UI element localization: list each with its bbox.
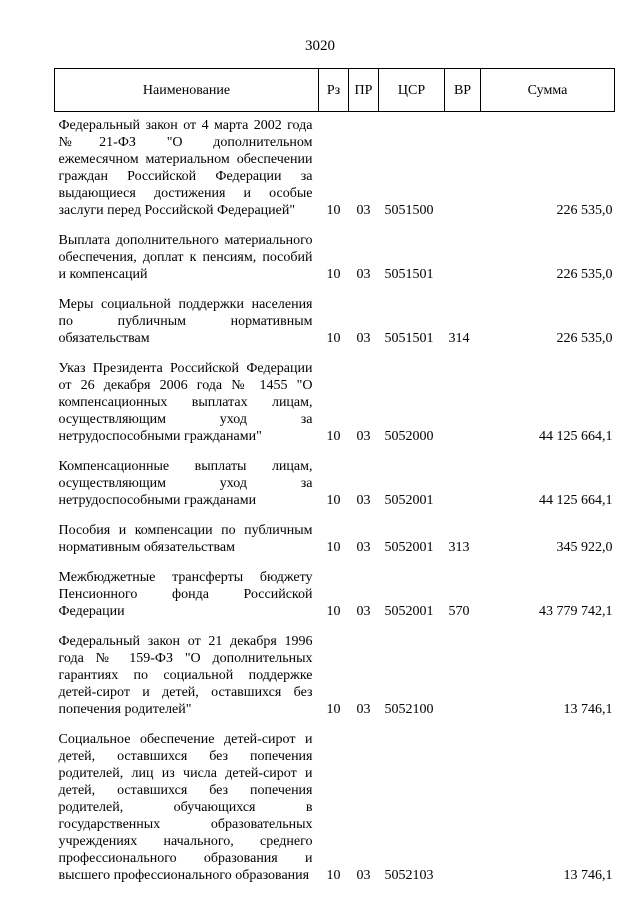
row-pr: 03 bbox=[356, 493, 371, 508]
row-vr bbox=[445, 355, 481, 453]
row-rz: 10 bbox=[326, 267, 341, 282]
row-name: Компенсационные выплаты лицам, осуществляющим уход за нетрудоспособными гражданами bbox=[58, 459, 313, 508]
table-row bbox=[55, 517, 615, 564]
row-vr bbox=[445, 112, 481, 228]
row-csr: 5052001 bbox=[384, 604, 434, 619]
row-name: Пособия и компенсации по публичным нормативным обязательствам bbox=[58, 523, 313, 555]
table-row bbox=[55, 355, 615, 453]
row-rz: 10 bbox=[326, 702, 341, 717]
row-vr bbox=[445, 227, 481, 291]
row-name: Меры социальной поддержки населения по публичным нормативным обязательствам bbox=[58, 297, 313, 346]
row-sum: 345 922,0 bbox=[556, 540, 613, 555]
header-pr: ПР bbox=[349, 69, 379, 112]
page-number: 3020 bbox=[305, 38, 335, 54]
row-csr: 5052100 bbox=[384, 702, 434, 717]
row-pr: 03 bbox=[356, 702, 371, 717]
row-sum: 226 535,0 bbox=[556, 267, 613, 282]
row-pr: 03 bbox=[356, 267, 371, 282]
row-rz: 10 bbox=[326, 203, 341, 218]
table-row bbox=[55, 112, 615, 228]
row-rz: 10 bbox=[326, 540, 341, 555]
row-name: Межбюджетные трансферты бюджету Пенсионного фонда Российской Федерации bbox=[58, 570, 313, 619]
row-rz: 10 bbox=[326, 604, 341, 619]
row-name: Социальное обеспечение детей-сирот и детей, оставшихся без попечения родителей, лиц из числа детей-сирот и детей, оставшихся без попечения родителей, обучающихся в государственных образовательных учреждениях начального, среднего профессионального образования и высшего профессионального образования bbox=[58, 732, 313, 883]
row-rz: 10 bbox=[326, 493, 341, 508]
row-vr: 314 bbox=[448, 331, 470, 346]
table-row bbox=[55, 291, 615, 355]
row-vr: 570 bbox=[448, 604, 470, 619]
row-pr: 03 bbox=[356, 868, 371, 883]
header-name: Наименование bbox=[55, 69, 319, 112]
row-rz: 10 bbox=[326, 868, 341, 883]
row-vr bbox=[445, 726, 481, 892]
header-vr: ВР bbox=[445, 69, 481, 112]
table-row bbox=[55, 564, 615, 628]
table-header-row bbox=[55, 69, 615, 112]
row-sum: 13 746,1 bbox=[563, 868, 613, 883]
header-csr: ЦСР bbox=[379, 69, 445, 112]
row-pr: 03 bbox=[356, 540, 371, 555]
row-vr bbox=[445, 628, 481, 726]
row-sum: 13 746,1 bbox=[563, 702, 613, 717]
row-sum: 226 535,0 bbox=[556, 203, 613, 218]
table-row bbox=[55, 726, 615, 892]
row-name: Указ Президента Российской Федерации от 26 декабря 2006 года № 1455 "О компенсационных выплатах лицам, осуществляющим уход за нетрудоспособными гражданами" bbox=[58, 361, 313, 444]
header-rz: Рз bbox=[319, 69, 349, 112]
row-name: Выплата дополнительного материального обеспечения, доплат к пенсиям, пособий и компенсаций bbox=[58, 233, 313, 282]
row-csr: 5052001 bbox=[384, 540, 434, 555]
table-row bbox=[55, 453, 615, 517]
row-name: Федеральный закон от 4 марта 2002 года №21-ФЗ "О дополнительном ежемесячном материальном обеспечении граждан Российской Федерации за выдающиеся достижения и особые заслуги перед Российской Федерацией" bbox=[58, 118, 313, 218]
row-csr: 5052000 bbox=[384, 429, 434, 444]
row-sum: 44 125 664,1 bbox=[539, 429, 613, 444]
row-sum: 43 779 742,1 bbox=[539, 604, 613, 619]
row-sum: 44 125 664,1 bbox=[539, 493, 613, 508]
row-csr: 5052103 bbox=[384, 868, 434, 883]
table-row bbox=[55, 628, 615, 726]
table-row bbox=[55, 227, 615, 291]
row-rz: 10 bbox=[326, 429, 341, 444]
row-pr: 03 bbox=[356, 331, 371, 346]
budget-table bbox=[54, 68, 615, 892]
row-name: Федеральный закон от 21 декабря 1996 года № 159-ФЗ "О дополнительных гарантиях по социальной поддержке детей-сирот и детей, оставшихся без попечения родителей" bbox=[58, 634, 313, 717]
row-vr bbox=[445, 453, 481, 517]
header-sum: Сумма bbox=[481, 69, 615, 112]
row-vr: 313 bbox=[448, 540, 470, 555]
row-rz: 10 bbox=[326, 331, 341, 346]
row-pr: 03 bbox=[356, 429, 371, 444]
row-csr: 5051501 bbox=[384, 331, 434, 346]
row-csr: 5051500 bbox=[384, 203, 434, 218]
row-csr: 5051501 bbox=[384, 267, 434, 282]
row-pr: 03 bbox=[356, 604, 371, 619]
row-csr: 5052001 bbox=[384, 493, 434, 508]
row-pr: 03 bbox=[356, 203, 371, 218]
row-sum: 226 535,0 bbox=[556, 331, 613, 346]
